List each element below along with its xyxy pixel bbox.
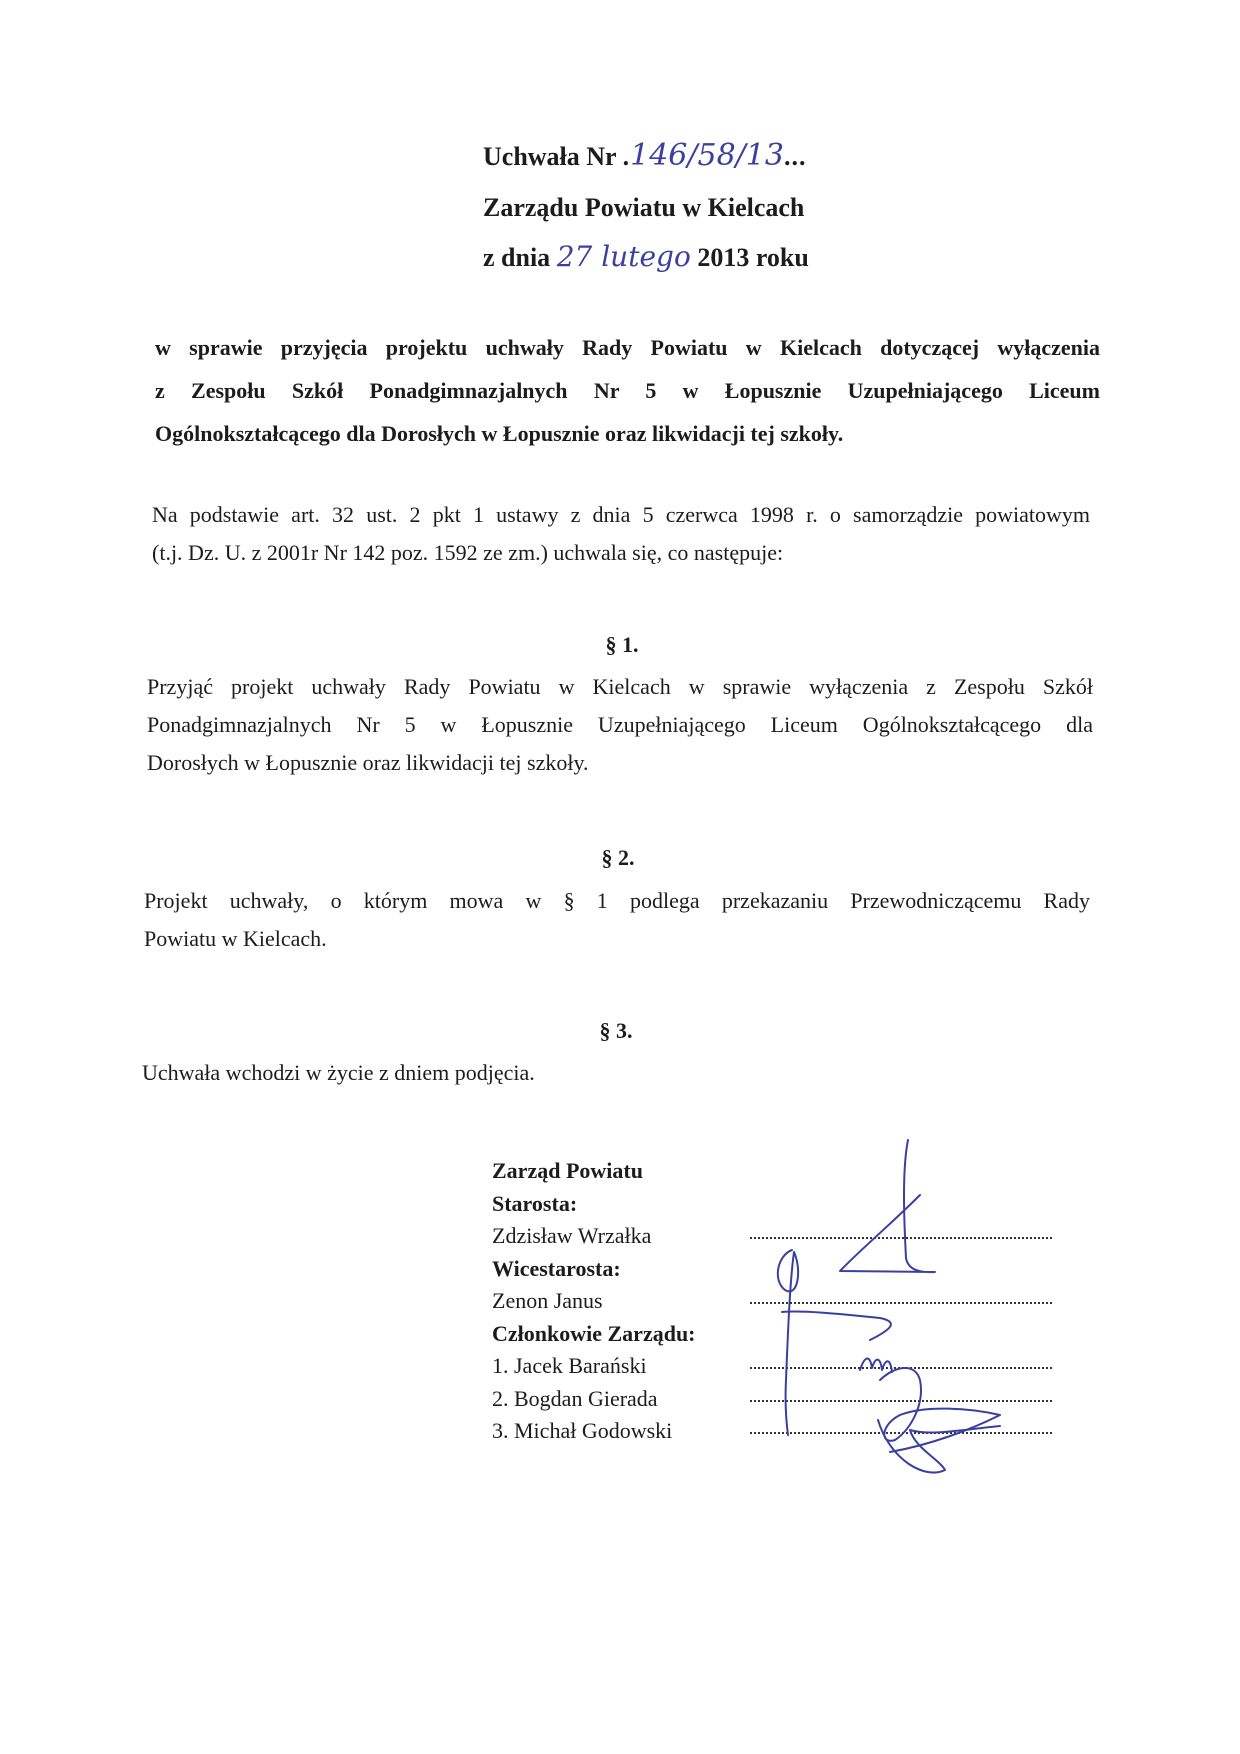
section-line: Powiatu w Kielcach. [144,926,327,951]
vice-label: Wicestarosta: [492,1255,621,1281]
section-2-heading: § 2. [601,845,635,870]
basis-line: (t.j. Dz. U. z 2001r Nr 142 poz. 1592 ze zm.) uchwala się, co następuje: [152,540,784,565]
issuing-authority: Zarządu Powiatu w Kielcach [483,193,805,222]
section-line: Dorosłych w Łopusznie oraz likwidacji tej szkoły. [147,750,589,775]
board-label: Zarząd Powiatu [492,1158,643,1183]
handwritten-signatures [730,1130,1060,1500]
section-1-heading: § 1. [605,632,639,657]
section-line: Projekt uchwały, o którym mowa w § 1 podlega przekazaniu Przewodniczącemu Rady [144,888,1090,913]
section-line: Przyjąć projekt uchwały Rady Powiatu w Kielcach w sprawie wyłączenia z Zespołu Szkół [147,674,1093,699]
section-line: Ponadgimnazjalnych Nr 5 w Łopusznie Uzupełniającego Liceum Ogólnokształcącego dla [147,712,1093,737]
section-1-text [147,668,1093,782]
resolution-date [483,240,809,273]
basis-line: Na podstawie art. 32 ust. 2 pkt 1 ustawy z dnia 5 czerwca 1998 r. o samorządzie powiatowym [152,502,1090,527]
subject-line: Ogólnokształcącego dla Dorosłych w Łopusznie oraz likwidacji tej szkoły. [155,421,844,446]
vice-name: Zenon Janus [492,1288,603,1313]
title-number-handwritten: 146/58/13 [630,138,784,173]
section-3-text [142,1054,1088,1092]
resolution-title [483,138,806,173]
date-prefix: z dnia [483,243,551,272]
starost-label: Starosta: [492,1190,578,1216]
title-number-dots-trail: ... [783,142,807,171]
subject-line: z Zespołu Szkół Ponadgimnazjalnych Nr 5 w Łopusznie Uzupełniającego Liceum [155,378,1100,403]
subject-line: w sprawie przyjęcia projektu uchwały Rady Powiatu w Kielcach dotyczącej wyłączenia [155,335,1100,360]
date-handwritten: 27 lutego [556,240,691,273]
starost-name: Zdzisław Wrzałka [492,1223,652,1248]
section-2-text [144,882,1090,958]
resolution-subject [155,326,1100,455]
date-suffix: 2013 roku [697,243,809,272]
member-name: 3. Michał Godowski [492,1418,673,1443]
members-label: Członkowie Zarządu: [492,1320,696,1346]
legal-basis [152,496,1090,572]
title-number-dots: . [622,142,631,171]
title-prefix: Uchwała Nr [483,142,617,171]
section-line: Uchwała wchodzi w życie z dniem podjęcia. [142,1060,535,1085]
member-name: 2. Bogdan Gierada [492,1385,658,1411]
section-3-heading: § 3. [599,1018,633,1043]
member-name: 1. Jacek Barański [492,1353,647,1378]
